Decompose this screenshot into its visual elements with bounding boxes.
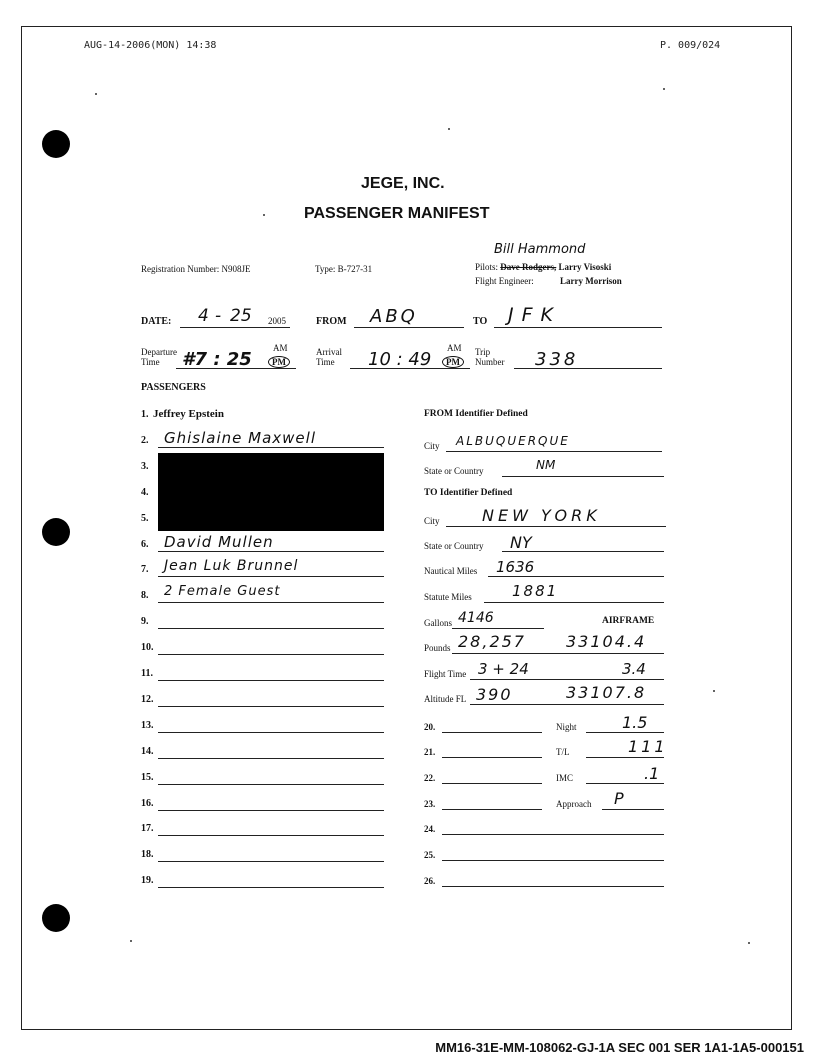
type-field <box>315 264 372 274</box>
from-label: FROM <box>316 316 347 327</box>
passenger-underline <box>158 628 384 629</box>
departure-label: Departure Time <box>141 347 177 367</box>
to-city-label: City <box>424 516 440 526</box>
from-city-value: ALBUQUERQUE <box>456 434 570 448</box>
passenger-name: David Mullen <box>164 533 274 551</box>
from-city-label: City <box>424 441 440 451</box>
row-26-underline <box>442 886 664 887</box>
pilots-label: Pilots: <box>475 262 499 272</box>
from-identifier-heading: FROM Identifier Defined <box>424 409 528 419</box>
airframe-heading: AIRFRAME <box>602 616 655 626</box>
date-label: DATE: <box>141 316 172 327</box>
approach-label: Approach <box>556 799 592 809</box>
passenger-number: 15. <box>141 772 154 783</box>
form-title: PASSENGER MANIFEST <box>304 205 490 222</box>
trip-label: Trip Number <box>475 347 505 367</box>
row-number-26: 26. <box>424 876 436 886</box>
date-month: 4 <box>198 306 209 326</box>
passenger-underline <box>158 810 384 811</box>
passengers-heading: PASSENGERS <box>141 382 206 393</box>
to-state-label: State or Country <box>424 541 484 551</box>
passenger-underline <box>158 576 384 577</box>
passenger-underline <box>158 654 384 655</box>
date-year: 2005 <box>268 316 286 326</box>
nautical-underline <box>488 576 664 577</box>
scan-speck <box>663 88 665 90</box>
row-24-underline <box>442 834 664 835</box>
trip-number: 338 <box>535 349 579 370</box>
arrival-am: AM <box>447 343 462 353</box>
to-label: TO <box>473 316 488 327</box>
to-value: JFK <box>508 304 561 326</box>
passenger-number: 4. <box>141 487 149 498</box>
statute-label: Statute Miles <box>424 592 472 602</box>
flight-time-value: 3 + 24 <box>478 660 529 678</box>
punch-hole <box>42 130 70 158</box>
passenger-underline <box>158 784 384 785</box>
flight-engineer-value: Larry Morrison <box>560 276 622 286</box>
passenger-name: 2 Female Guest <box>164 584 281 599</box>
pilot-value: Larry Visoski <box>558 262 612 272</box>
altitude-value: 390 <box>476 685 513 704</box>
nautical-label: Nautical Miles <box>424 566 478 576</box>
passenger-number: 8. <box>141 590 149 601</box>
statute-value: 1881 <box>512 582 559 600</box>
passenger-number: 2. <box>141 435 149 446</box>
type-value: B-727-31 <box>337 264 373 274</box>
scan-speck <box>713 690 715 692</box>
fax-header-page: P. 009/024 <box>660 40 721 51</box>
departure-pm-circled: PM <box>268 356 290 368</box>
pounds-value: 28,257 <box>458 632 526 651</box>
passenger-underline <box>158 602 384 603</box>
passenger-underline <box>158 861 384 862</box>
pilots-field <box>475 262 611 272</box>
scan-speck <box>448 128 450 130</box>
flight-engineer-field <box>475 276 622 286</box>
passenger-number: 18. <box>141 849 154 860</box>
type-label: Type: <box>315 264 336 274</box>
passenger-underline <box>158 732 384 733</box>
registration-label: Registration Number: <box>141 264 220 274</box>
gallons-underline <box>452 628 544 629</box>
pilot-handwritten: Bill Hammond <box>494 242 586 257</box>
airframe-value-3: 33107.8 <box>566 683 647 702</box>
arrival-pm-circled: PM <box>442 356 464 368</box>
scan-speck <box>263 214 265 216</box>
from-state-label: State or Country <box>424 466 484 476</box>
pounds-label: Pounds <box>424 643 451 653</box>
airframe-value-1: 33104.4 <box>566 632 647 651</box>
imc-underline <box>586 783 664 784</box>
to-city-value: NEW YORK <box>482 506 601 525</box>
passenger-number: 7. <box>141 564 149 575</box>
passenger-name: Jean Luk Brunnel <box>164 558 299 574</box>
passenger-number: 1. <box>141 409 149 420</box>
passenger-underline <box>158 551 384 552</box>
passenger-underline <box>158 835 384 836</box>
row-20-underline <box>442 732 542 733</box>
passenger-number: 3. <box>141 461 149 472</box>
date-day: 25 <box>230 306 252 326</box>
from-state-underline <box>502 476 664 477</box>
row-number-21: 21. <box>424 747 436 757</box>
punch-hole <box>42 518 70 546</box>
imc-value: .1 <box>644 764 660 783</box>
scan-speck <box>748 942 750 944</box>
nautical-value: 1636 <box>496 558 535 576</box>
registration-value: N908JE <box>221 264 251 274</box>
passenger-underline <box>158 447 384 448</box>
passenger-number: 6. <box>141 539 149 550</box>
row-number-23: 23. <box>424 799 436 809</box>
passenger-number: 12. <box>141 694 154 705</box>
passenger-number: 17. <box>141 823 154 834</box>
footer-bates-number: MM16-31E-MM-108062-GJ-1A SEC 001 SER 1A1-1A5-000151 <box>435 1040 804 1055</box>
company-name: JEGE, INC. <box>361 175 445 192</box>
to-identifier-heading: TO Identifier Defined <box>424 488 513 498</box>
night-value: 1.5 <box>622 713 648 732</box>
pounds-underline <box>452 653 664 654</box>
arrival-time: 10 : 49 <box>368 349 432 370</box>
altitude-label: Altitude FL <box>424 694 467 704</box>
passenger-underline <box>158 680 384 681</box>
arrival-label: Arrival Time <box>316 347 342 367</box>
to-state-value: NY <box>510 533 532 552</box>
passenger-name: Jeffrey Epstein <box>153 408 224 420</box>
row-21-underline <box>442 757 542 758</box>
passenger-number: 9. <box>141 616 149 627</box>
row-number-25: 25. <box>424 850 436 860</box>
passenger-number: 5. <box>141 513 149 524</box>
tl-underline <box>586 757 664 758</box>
fax-header-date: AUG-14-2006(MON) 14:38 <box>84 40 217 51</box>
row-number-20: 20. <box>424 722 436 732</box>
from-value: ABQ <box>370 306 418 327</box>
passenger-number: 14. <box>141 746 154 757</box>
row-25-underline <box>442 860 664 861</box>
night-underline <box>586 732 664 733</box>
approach-value: P <box>614 789 624 808</box>
approach-underline <box>602 809 664 810</box>
scan-speck <box>130 940 132 942</box>
tl-label: T/L <box>556 747 570 757</box>
altitude-underline <box>470 704 664 705</box>
imc-label: IMC <box>556 773 574 783</box>
passenger-number: 16. <box>141 798 154 809</box>
scan-speck <box>95 93 97 95</box>
passenger-number: 11. <box>141 668 153 679</box>
night-label: Night <box>556 722 577 732</box>
passenger-name: Ghislaine Maxwell <box>164 429 316 447</box>
date-underline <box>180 327 290 328</box>
redaction-block <box>158 453 384 531</box>
row-number-24: 24. <box>424 824 436 834</box>
row-23-underline <box>442 809 542 810</box>
passenger-underline <box>158 887 384 888</box>
flight-time-label: Flight Time <box>424 669 467 679</box>
passenger-number: 10. <box>141 642 154 653</box>
from-city-underline <box>446 451 662 452</box>
from-state-value: NM <box>536 458 556 472</box>
flight-time-underline <box>470 679 664 680</box>
row-number-22: 22. <box>424 773 436 783</box>
gallons-value: 4146 <box>458 610 494 626</box>
departure-time: #7 : 25 <box>182 349 252 370</box>
gallons-label: Gallons <box>424 618 452 628</box>
row-22-underline <box>442 783 542 784</box>
registration-field <box>141 264 251 274</box>
statute-underline <box>484 602 664 603</box>
to-city-underline <box>446 526 666 527</box>
passenger-number: 13. <box>141 720 154 731</box>
passenger-underline <box>158 758 384 759</box>
passenger-underline <box>158 706 384 707</box>
pilot-struck: Dave Rodgers, <box>500 262 557 272</box>
punch-hole <box>42 904 70 932</box>
departure-am: AM <box>273 343 288 353</box>
passenger-number: 19. <box>141 875 154 886</box>
to-underline <box>494 327 662 328</box>
airframe-value-2: 3.4 <box>622 660 646 678</box>
tl-value: 111 <box>628 737 668 756</box>
flight-engineer-label: Flight Engineer: <box>475 276 534 286</box>
from-underline <box>354 327 464 328</box>
